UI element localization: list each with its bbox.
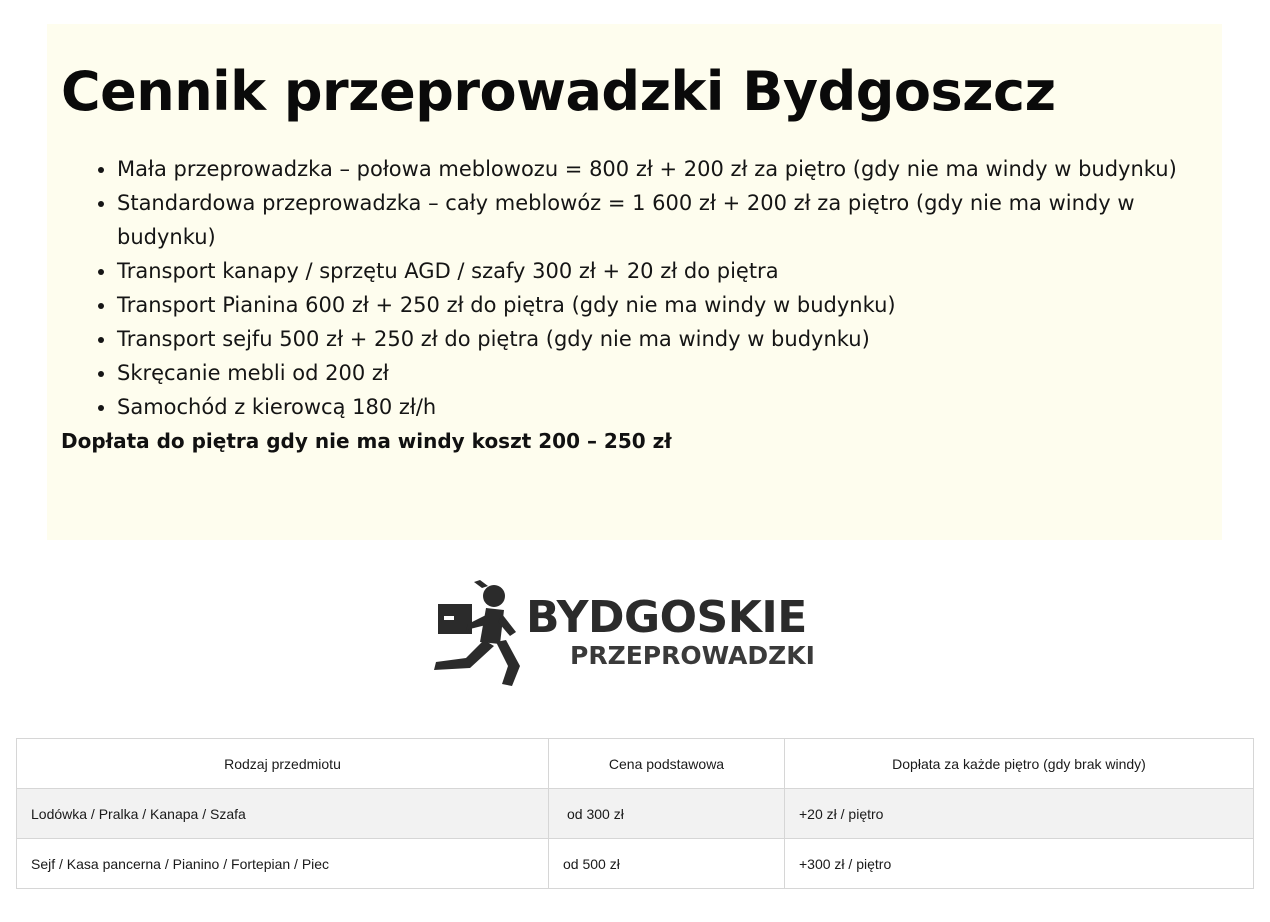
price-item-car-with-driver: • Samochód z kierowcą 180 zł/h — [117, 390, 1211, 424]
price-table — [16, 738, 1254, 889]
page-title: Cennik przeprowadzki Bydgoszcz — [61, 60, 1056, 123]
floor-surcharge-note: Dopłata do piętra gdy nie ma windy koszt 200 – 250 zł — [61, 429, 672, 453]
price-list — [61, 152, 1211, 424]
cell-item-type: Sejf / Kasa pancerna / Pianino / Fortepian / Piec — [17, 839, 549, 889]
price-item-standard-move: • Standardowa przeprowadzka – cały meblowóz = 1 600 zł + 200 zł za piętro (gdy nie ma windy w budynku) — [117, 186, 1211, 254]
price-item-piano-transport: • Transport Pianina 600 zł + 250 zł do piętra (gdy nie ma windy w budynku) — [117, 288, 1211, 322]
cell-base-price: od 300 zł — [549, 789, 785, 839]
cell-floor-surcharge: +300 zł / piętro — [785, 839, 1254, 889]
table-header-row — [17, 739, 1254, 789]
logo-text-secondary: PRZEPROWADZKI — [570, 641, 815, 670]
price-item-furniture-assembly: • Skręcanie mebli od 200 zł — [117, 356, 1211, 390]
price-item-sofa-transport: • Transport kanapy / sprzętu AGD / szafy 300 zł + 20 zł do piętra — [117, 254, 1211, 288]
running-mover-icon — [430, 578, 530, 690]
price-item-safe-transport: • Transport sejfu 500 zł + 250 zł do piętra (gdy nie ma windy w budynku) — [117, 322, 1211, 356]
column-header-floor-surcharge: Dopłata za każde piętro (gdy brak windy) — [785, 739, 1254, 789]
column-header-item-type: Rodzaj przedmiotu — [17, 739, 549, 789]
cell-item-type: Lodówka / Pralka / Kanapa / Szafa — [17, 789, 549, 839]
cell-base-price: od 500 zł — [549, 839, 785, 889]
company-logo — [430, 578, 830, 690]
price-item-small-move: • Mała przeprowadzka – połowa meblowozu = 800 zł + 200 zł za piętro (gdy nie ma windy w budynku) — [117, 152, 1211, 186]
cell-floor-surcharge: +20 zł / piętro — [785, 789, 1254, 839]
table-row — [17, 839, 1254, 889]
column-header-base-price: Cena podstawowa — [549, 739, 785, 789]
logo-text-primary: BYDGOSKIE — [526, 592, 807, 643]
price-list-panel — [47, 24, 1222, 540]
table-row — [17, 789, 1254, 839]
